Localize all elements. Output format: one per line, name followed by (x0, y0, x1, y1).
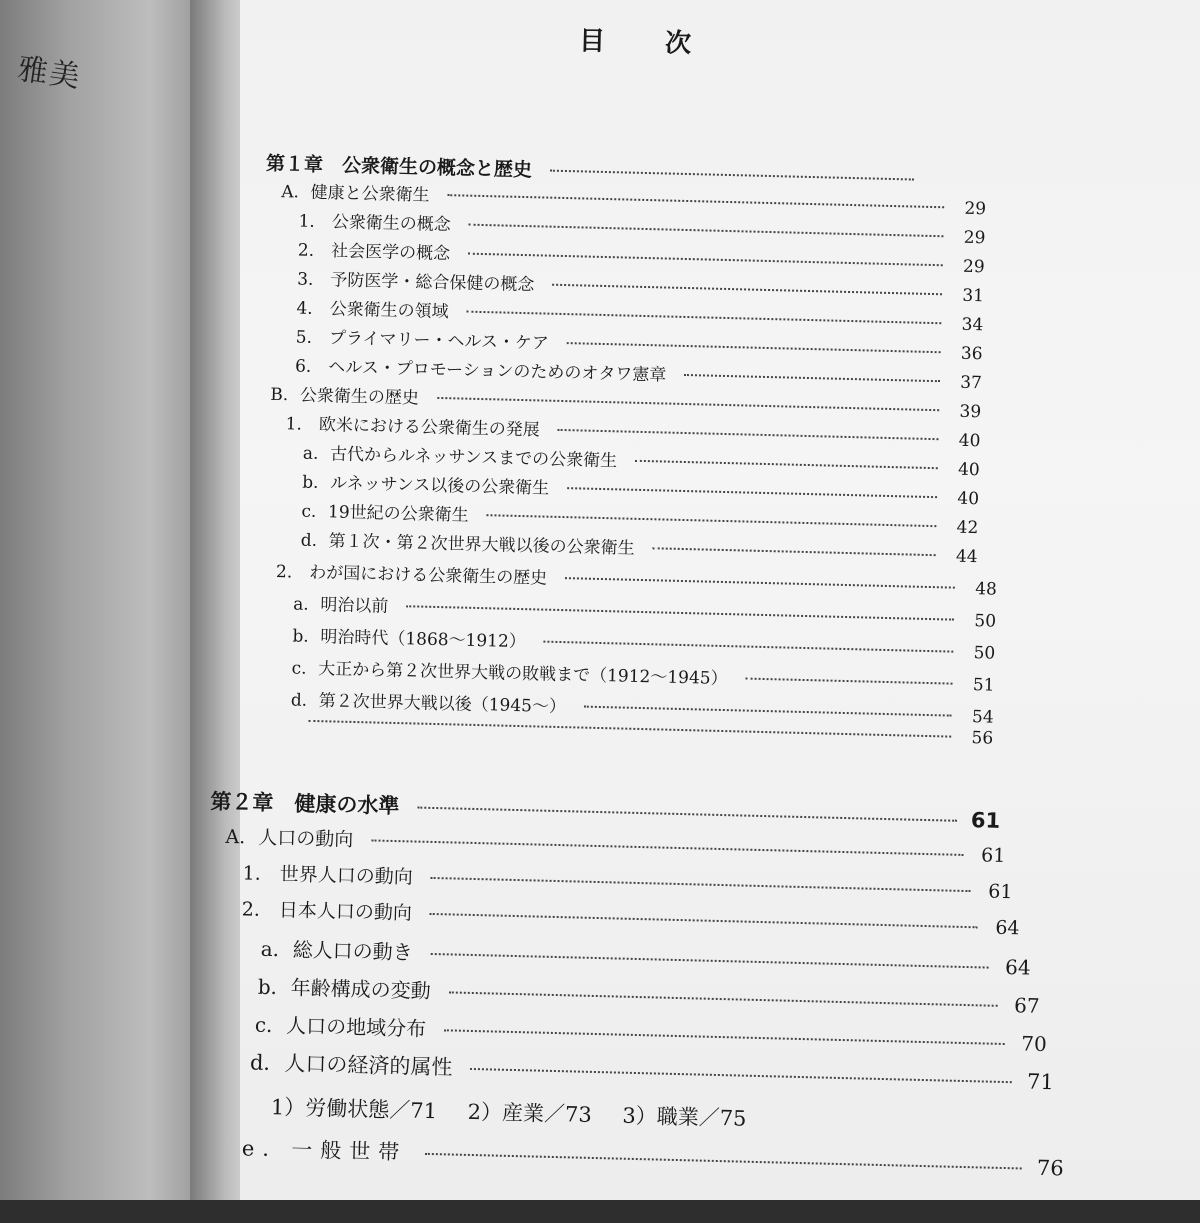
toc-page: 56 (971, 728, 994, 749)
toc-label: b．明治時代（1868～1912） (292, 626, 527, 653)
toc-label: 2. 日本人口の動向 (241, 898, 413, 925)
toc-page: 40 (957, 459, 980, 481)
toc-label: B．公衆衛生の歴史 (270, 384, 420, 409)
toc-entry (242, 1132, 1064, 1182)
toc-label: 1. 世界人口の動向 (242, 862, 414, 889)
toc-label: 6. ヘルス・プロモーションのためのオタワ憲章 (294, 356, 667, 386)
toc-label: 3. 予防医学・総合保健の概念 (296, 269, 535, 296)
dot-leader (449, 991, 998, 1006)
toc-page: 29 (963, 227, 986, 249)
dot-leader (635, 460, 938, 469)
toc-label: e．一般世帯 (241, 1136, 408, 1165)
toc-page: 40 (958, 430, 981, 452)
toc-page: 61 (980, 844, 1006, 867)
dot-leader (544, 641, 954, 653)
dot-leader (417, 807, 957, 822)
dot-leader (444, 1029, 1005, 1045)
toc-label: 2. 社会医学の概念 (297, 240, 451, 265)
dot-leader (469, 224, 944, 238)
toc-page: 50 (974, 611, 997, 632)
dot-leader (567, 342, 941, 353)
toc-label: 2. わが国における公衆衛生の歴史 (275, 562, 548, 589)
toc-page: 70 (1020, 1031, 1048, 1057)
toc-page: 29 (962, 256, 985, 278)
dot-leader (584, 706, 952, 717)
dot-leader (425, 1153, 1021, 1170)
dot-leader (487, 514, 937, 527)
dot-leader (467, 311, 942, 325)
dot-leader (430, 913, 978, 928)
left-page (0, 0, 200, 1200)
dot-leader (448, 194, 945, 208)
toc-label: d．人口の経済的属性 (249, 1050, 453, 1080)
toc-page: 31 (962, 285, 985, 307)
right-page (210, 0, 1200, 1200)
dot-leader (470, 1068, 1011, 1083)
toc-page: 50 (973, 643, 996, 664)
toc-label: a．古代からルネッサンスまでの公衆衛生 (302, 443, 618, 472)
dot-leader (431, 877, 971, 892)
toc-label: b．年齢構成の変動 (257, 974, 431, 1003)
toc-label: b．ルネッサンス以後の公衆衛生 (301, 472, 550, 499)
toc-label: 1. 欧米における公衆衛生の発展 (285, 414, 541, 441)
toc-label: a．総人口の動き (260, 936, 414, 965)
dot-leader (550, 170, 914, 181)
toc-label: 1. 公衆衛生の概念 (298, 211, 452, 236)
toc-label: d．第２次世界大戦以後（1945～） (290, 690, 567, 718)
toc-page: 37 (959, 372, 983, 394)
toc-label: c．人口の地域分布 (254, 1012, 427, 1041)
left-page-text: 雅美 (15, 51, 84, 96)
dot-leader (552, 284, 942, 296)
dot-leader (558, 429, 939, 440)
toc-label: 第２章 健康の水準 (210, 789, 400, 819)
toc-label: 第１章 公衆衛生の概念と歴史 (265, 152, 533, 182)
toc-page: 61 (987, 880, 1013, 904)
toc-page: 48 (974, 579, 998, 600)
toc-label: A．人口の動向 (225, 825, 354, 852)
dot-leader (565, 577, 955, 589)
toc-label: d．第１次・第２次世界大戦以後の公衆衛生 (300, 530, 635, 559)
dot-leader (567, 487, 937, 498)
toc-page: 71 (1026, 1069, 1055, 1095)
toc-page: 44 (955, 546, 978, 568)
toc-label: c．大正から第２次世界大戦の敗戦まで（1912～1945） (291, 658, 728, 690)
dot-leader (406, 605, 954, 620)
toc-page: 51 (972, 675, 995, 696)
toc-label: A．健康と公衆衛生 (281, 182, 430, 206)
toc-page: 64 (995, 916, 1020, 940)
page-title: 目次 (578, 26, 752, 61)
toc-page: 54 (971, 707, 994, 728)
dot-leader (371, 839, 963, 855)
toc-page: 39 (959, 401, 982, 423)
toc-label: c．19世紀の公衆衛生 (301, 501, 469, 526)
sub-item: 3）職業／75 (622, 1103, 747, 1131)
dot-leader (746, 678, 953, 685)
toc-page: 36 (960, 343, 983, 365)
toc-page: 64 (1004, 954, 1031, 980)
dot-leader (468, 253, 943, 267)
toc-page: 29 (964, 198, 987, 220)
sub-item: 1）労働状態／71 (270, 1095, 438, 1124)
dot-leader (437, 397, 939, 411)
toc-label: a．明治以前 (293, 594, 389, 617)
sub-item: 2）産業／73 (467, 1099, 593, 1127)
toc-label: 5. プライマリー・ヘルス・ケア (295, 327, 550, 354)
dot-leader (431, 953, 989, 969)
toc-page: 34 (961, 314, 984, 336)
toc-page: 67 (1013, 993, 1040, 1018)
toc-label: 4. 公衆衛生の領域 (296, 298, 449, 323)
table-of-contents (211, 0, 1200, 1223)
toc-page: 42 (956, 517, 979, 539)
toc-page: 40 (957, 488, 980, 510)
toc-page (928, 186, 956, 187)
toc-page: 61 (970, 808, 1001, 833)
toc-page: 76 (1036, 1155, 1064, 1181)
dot-leader (653, 547, 936, 556)
dot-leader (684, 374, 940, 382)
sub-items-line (271, 1091, 771, 1133)
